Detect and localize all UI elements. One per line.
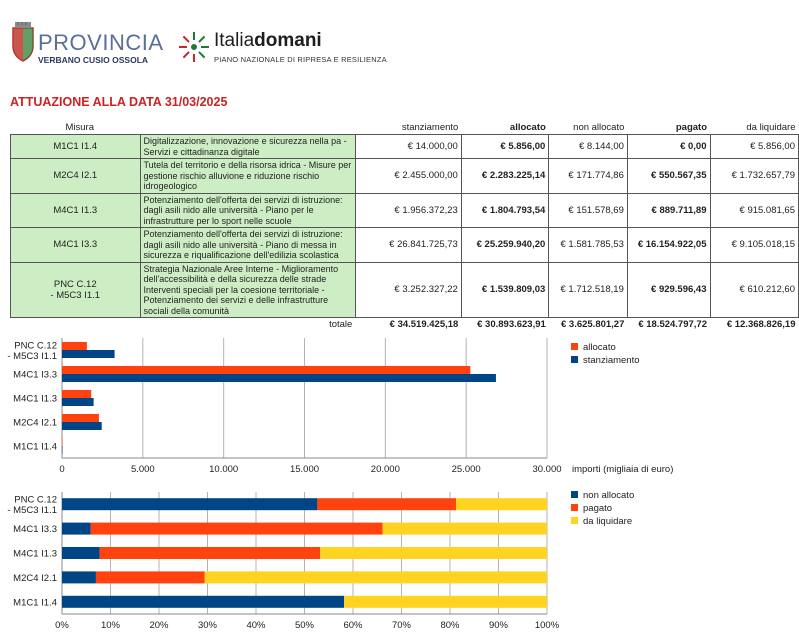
cell-pagato: € 929.596,43 xyxy=(627,262,710,318)
bar-da-liquidare xyxy=(320,547,547,559)
x-tick-label: 5.000 xyxy=(130,464,155,475)
bar-non-allocato xyxy=(62,498,317,510)
cell-misura: M2C4 I2.1 xyxy=(11,159,141,194)
total-pagato: € 18.524.797,72 xyxy=(638,319,707,331)
cell-misura: M4C1 I3.3 xyxy=(11,228,141,263)
cell-da-liquidare: € 915.081,65 xyxy=(710,193,799,228)
x-tick-label: 90% xyxy=(488,620,509,631)
cell-stanziamento: € 14.000,00 xyxy=(355,135,461,159)
bar-allocato xyxy=(62,342,87,350)
bar-stanziamento xyxy=(62,374,496,382)
bar-stanziamento xyxy=(62,422,102,430)
cell-allocato: € 2.283.225,14 xyxy=(461,159,548,194)
bar-chart-amounts xyxy=(0,330,799,490)
x-tick-label: 50% xyxy=(294,620,315,631)
italiadomani-name xyxy=(214,30,322,52)
table-header-row xyxy=(11,120,799,135)
table-row xyxy=(11,159,799,194)
cell-misura-line1: PNC C.12 xyxy=(53,278,97,290)
bar-pagato xyxy=(96,571,205,583)
legend-swatch xyxy=(571,356,578,363)
cell-stanziamento: € 3.252.327,22 xyxy=(355,262,461,318)
header-stanziamento: stanziamento xyxy=(401,121,459,133)
y-category-label: PNC C.12 xyxy=(14,340,57,352)
cell-da-liquidare: € 610.212,60 xyxy=(710,262,799,318)
x-tick-label: 25.000 xyxy=(451,464,481,475)
italiadomani-name-a: Italia xyxy=(214,30,255,51)
table-row xyxy=(11,135,799,159)
bar-non-allocato xyxy=(62,596,344,608)
cell-misura: M4C1 I1.3 xyxy=(11,193,141,228)
y-category-label: - M5C3 I1.1 xyxy=(7,505,57,517)
provincia-subtitle: VERBANO CUSIO OSSOLA xyxy=(38,55,149,65)
bar-stanziamento xyxy=(62,398,94,406)
header-pagato: pagato xyxy=(675,121,707,133)
cell-allocato: € 25.259.940,20 xyxy=(461,228,548,263)
cell-allocato: € 5.856,00 xyxy=(461,135,548,159)
bar-allocato xyxy=(62,414,99,422)
x-tick-label: 10.000 xyxy=(209,464,239,475)
y-category-label: M4C1 I1.3 xyxy=(13,548,57,560)
y-category-label: - M5C3 I1.1 xyxy=(7,351,57,362)
cell-desc: Tutela del territorio e della risorsa idrica - Misure per gestione rischio alluvione e riduzione rischio idrogeologico xyxy=(140,159,355,194)
x-tick-label: 70% xyxy=(391,620,412,631)
header-allocato: allocato xyxy=(509,121,546,133)
x-axis-title: importi (migliaia di euro) xyxy=(572,464,674,475)
x-tick-label: 30% xyxy=(197,620,218,631)
x-tick-label: 20% xyxy=(149,620,169,631)
legend-swatch xyxy=(571,343,578,350)
bar-allocato xyxy=(62,366,470,374)
legend-label: non allocato xyxy=(583,490,635,501)
table-row xyxy=(11,228,799,263)
legend-label: pagato xyxy=(583,503,613,514)
x-tick-label: 20.000 xyxy=(370,464,400,475)
bar-da-liquidare xyxy=(344,596,547,608)
x-tick-label: 15.000 xyxy=(289,464,320,475)
x-tick-label: 60% xyxy=(343,620,363,631)
cell-non-allocato: € 1.712.518,19 xyxy=(549,262,628,318)
total-stanziamento: € 34.519.425,18 xyxy=(389,319,459,331)
y-category-label: M1C1 I1.4 xyxy=(13,597,57,609)
totals-label: totale xyxy=(329,319,353,331)
cell-non-allocato: € 1.581.785,53 xyxy=(549,228,628,263)
bar-non-allocato xyxy=(62,523,91,535)
italiadomani-emblem-icon xyxy=(178,30,210,64)
legend-swatch xyxy=(571,504,578,511)
header-misura: Misura xyxy=(65,121,95,133)
total-non-allocato: € 3.625.801,27 xyxy=(560,319,625,331)
cell-stanziamento: € 2.455.000,00 xyxy=(355,159,461,194)
report-title: ATTUAZIONE ALLA DATA 31/03/2025 xyxy=(10,95,228,109)
y-category-label: M4C1 I1.3 xyxy=(13,393,57,405)
y-category-label: PNC C.12 xyxy=(14,494,57,506)
x-tick-label: 0% xyxy=(55,620,69,631)
cell-misura-line2: - M5C3 I1.1 xyxy=(50,289,101,301)
cell-pagato: € 889.711,89 xyxy=(627,193,710,228)
cell-desc: Potenziamento dell'offerta dei servizi di istruzione: dagli asili nido alle università - Piano di messa in sicurezza e riqualificazione dell'edilizia scolastica xyxy=(140,228,355,263)
y-category-label: M4C1 I3.3 xyxy=(13,369,57,381)
cell-misura: M1C1 I1.4 xyxy=(11,135,141,159)
provincia-crest-icon xyxy=(10,22,36,62)
y-category-label: M1C1 I1.4 xyxy=(13,441,57,453)
bar-pagato xyxy=(91,523,383,535)
provincia-name: PROVINCIA xyxy=(38,30,164,55)
bar-da-liquidare xyxy=(205,571,547,583)
cell-allocato: € 1.804.793,54 xyxy=(461,193,548,228)
cell-desc: Potenziamento dell'offerta dei servizi di istruzione: dagli asili nido alle università - Piano per le infrastrutture per lo sport nelle scuole xyxy=(140,193,355,228)
cell-allocato: € 1.539.809,03 xyxy=(461,262,548,318)
legend-label: allocato xyxy=(583,342,616,353)
legend-swatch xyxy=(571,517,578,524)
bar-allocato xyxy=(62,390,91,398)
bar-pagato xyxy=(100,547,321,559)
cell-da-liquidare: € 5.856,00 xyxy=(710,135,799,159)
header-da-liquidare: da liquidare xyxy=(746,121,796,133)
legend-label: stanziamento xyxy=(583,355,640,366)
italiadomani-subtitle: PIANO NAZIONALE DI RIPRESA E RESILIENZA xyxy=(214,55,387,64)
header-non-allocato: non allocato xyxy=(573,121,625,133)
x-tick-label: 10% xyxy=(100,620,121,631)
bar-pagato xyxy=(317,498,456,510)
provincia-logo xyxy=(10,22,164,66)
table-row xyxy=(11,193,799,228)
page-header xyxy=(0,0,799,80)
x-tick-label: 0 xyxy=(59,464,65,475)
bar-allocato xyxy=(62,438,63,446)
x-tick-label: 100% xyxy=(534,620,560,631)
cell-da-liquidare: € 9.105.018,15 xyxy=(710,228,799,263)
pnrr-table xyxy=(10,120,799,332)
bar-non-allocato xyxy=(62,547,100,559)
italiadomani-name-b: domani xyxy=(254,30,322,51)
italiadomani-logo xyxy=(178,30,408,70)
table-row xyxy=(11,262,799,318)
bar-da-liquidare xyxy=(456,498,547,510)
x-tick-label: 80% xyxy=(440,620,460,631)
y-category-label: M4C1 I3.3 xyxy=(13,524,57,536)
cell-pagato: € 550.567,35 xyxy=(627,159,710,194)
legend-swatch xyxy=(571,491,578,498)
cell-desc: Strategia Nazionale Aree Interne - Miglioramento dell'accessibilità e della sicurezza delle strade Interventi speciali per la coesione territoriale - Potenziamento dei servizi e delle infrastrutture sociali della comunità xyxy=(140,262,355,318)
cell-non-allocato: € 8.144,00 xyxy=(549,135,628,159)
bar-stanziamento xyxy=(62,350,115,358)
cell-pagato: € 0,00 xyxy=(627,135,710,159)
cell-stanziamento: € 1.956.372,23 xyxy=(355,193,461,228)
cell-non-allocato: € 151.578,69 xyxy=(549,193,628,228)
y-category-label: M2C4 I2.1 xyxy=(13,572,57,584)
cell-non-allocato: € 171.774,86 xyxy=(549,159,628,194)
cell-misura xyxy=(11,262,141,318)
cell-desc: Digitalizzazione, innovazione e sicurezza nella pa - Servizi e cittadinanza digitale xyxy=(140,135,355,159)
legend-label: da liquidare xyxy=(583,516,633,527)
bar-da-liquidare xyxy=(382,523,547,535)
bar-non-allocato xyxy=(62,571,96,583)
bar-stanziamento xyxy=(62,446,63,454)
bar-chart-percent xyxy=(0,488,799,636)
cell-pagato: € 16.154.922,05 xyxy=(627,228,710,263)
cell-stanziamento: € 26.841.725,73 xyxy=(355,228,461,263)
total-da-liquidare: € 12.368.826,19 xyxy=(726,319,796,331)
total-allocato: € 30.893.623,91 xyxy=(477,319,546,331)
y-category-label: M2C4 I2.1 xyxy=(13,417,57,429)
cell-da-liquidare: € 1.732.657,79 xyxy=(710,159,799,194)
x-tick-label: 40% xyxy=(246,620,266,631)
x-tick-label: 30.000 xyxy=(532,464,562,475)
